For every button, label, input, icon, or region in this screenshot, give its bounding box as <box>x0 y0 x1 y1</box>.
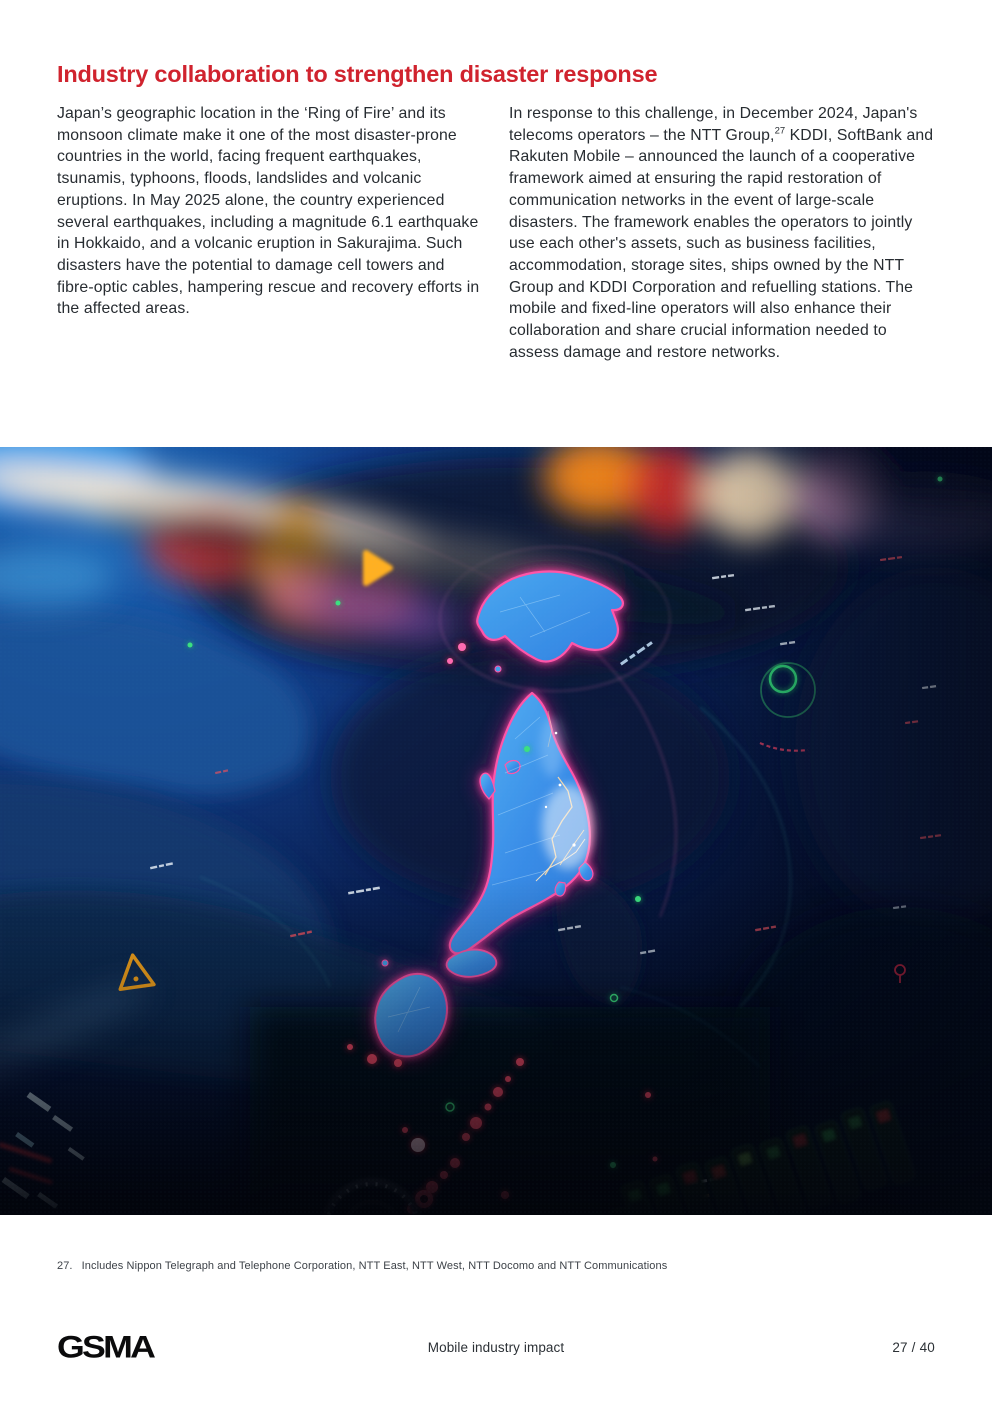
body-columns <box>57 103 935 363</box>
pixel-texture <box>0 447 992 1215</box>
body-column-right <box>509 103 934 363</box>
page-footer <box>57 1326 935 1368</box>
paragraph-right <box>509 103 934 363</box>
page-indicator: 27 / 40 <box>892 1339 935 1355</box>
footer-section-label: Mobile industry impact <box>427 1339 565 1355</box>
gsma-logo: GSMA <box>57 1328 154 1365</box>
japan-map-photo <box>0 447 992 1215</box>
footnote-reference: 27 <box>774 125 786 137</box>
article <box>0 0 992 363</box>
paragraph-right-text: In response to this challenge, in December 2024, Japan's telecoms operators – the NTT Group, <box>509 105 918 144</box>
footnote-marker: 27. <box>57 1260 73 1272</box>
paragraph-left: Japan’s geographic location in the ‘Ring of Fire’ and its monsoon climate make it one of the most disaster-prone countries in the world, facing frequent earthquakes, tsunamis, typhoons, floods, landslides and volcanic eruptions. In May 2025 alone, the country experienced several earthquakes, including a magnitude 6.1 earthquake in Hokkaido, and a volcanic eruption in Sakurajima. Such disasters have the potential to damage cell towers and fibre-optic cables, hampering rescue and recovery efforts in the affected areas. <box>57 105 480 318</box>
map-artwork <box>0 447 992 1215</box>
body-column-left <box>57 103 482 363</box>
paragraph-right-text-continued: KDDI, SoftBank and Rakuten Mobile – announced the launch of a cooperative framework aimed at ensuring the rapid restoration of communication networks in the event of large-scale disasters. The framework enables the operators to jointly use each other's assets, such as business facilities, accommodation, storage sites, ships owned by the NTT Group and KDDI Corporation and refuelling stations. The mobile and fixed-line operators will also enhance their collaboration and share crucial information needed to assess damage and restore networks. <box>509 126 934 361</box>
page-title: Industry collaboration to strengthen disaster response <box>57 61 658 87</box>
footnote-text: Includes Nippon Telegraph and Telephone Corporation, NTT East, NTT West, NTT Docomo and NTT Communications <box>81 1260 668 1272</box>
footnote <box>57 1259 935 1273</box>
